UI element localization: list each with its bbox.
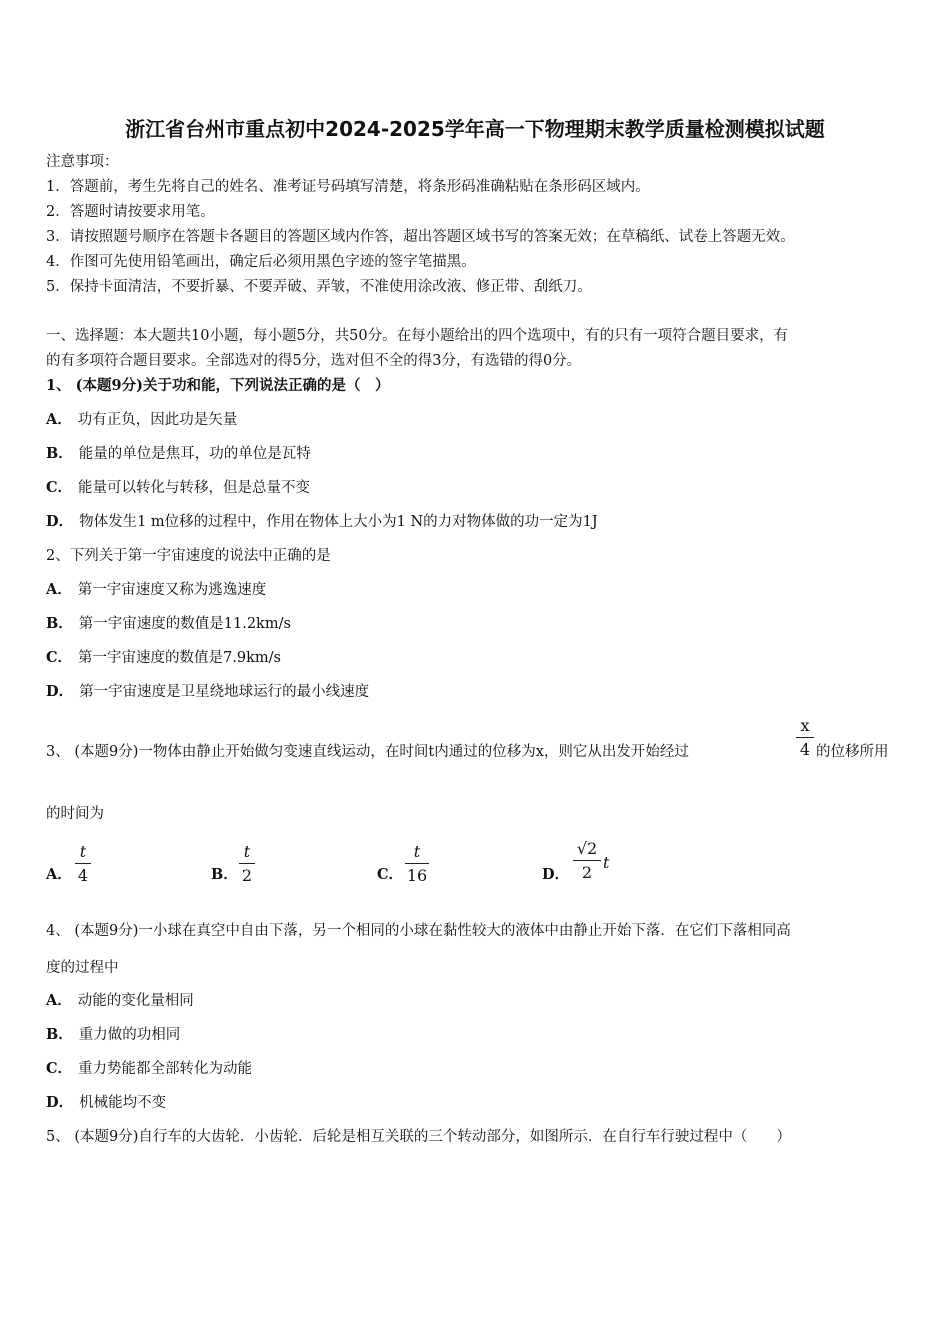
q3-option-d-suffix: t (603, 853, 610, 872)
fraction-den: 2 (581, 863, 593, 882)
q4-option-d (46, 1094, 166, 1112)
question-4-stem: 4、 (本题9分)一小球在真空中自由下落，另一个相同的小球在黏性较大的液体中由静止开始下落．在它们下落相同高 (46, 923, 791, 939)
option-letter: C． (46, 649, 73, 666)
option-text: 机械能均不变 (79, 1095, 167, 1111)
q2-option-b (46, 615, 291, 633)
fraction-num: t (243, 842, 251, 861)
option-text: 第一宇宙速度的数值是7.9km/s (78, 650, 281, 666)
q4-option-a (46, 992, 194, 1010)
q1-option-d (46, 513, 598, 531)
q2-option-a (46, 581, 266, 599)
section-intro-line-1: 一、选择题：本大题共10小题，每小题5分，共50分。在每小题给出的四个选项中，有的只有一项符合题目要求，有 (46, 328, 789, 344)
q2-option-c (46, 649, 281, 667)
q1-option-a (46, 411, 237, 429)
option-text: 第一宇宙速度的数值是11.2km/s (78, 616, 291, 632)
notice-item-2: 2．答题时请按要求用笔。 (46, 204, 215, 220)
notice-item-5: 5．保持卡面清洁，不要折暴、不要弄破、弄皱，不准使用涂改液、修正带、刮纸刀。 (46, 279, 592, 295)
question-3-stem-line-2: 的时间为 (46, 806, 104, 822)
question-1-stem: 1、 (本题9分)关于功和能，下列说法正确的是（ ） (46, 377, 390, 394)
option-text: 重力势能都全部转化为动能 (78, 1061, 253, 1077)
fraction-bar (405, 863, 429, 864)
q1-option-c (46, 479, 310, 497)
q4-option-c (46, 1060, 252, 1078)
option-text: 物体发生1 m位移的过程中，作用在物体上大小为1 N的力对物体做的功一定为1J (79, 514, 598, 530)
option-letter: B． (46, 1026, 73, 1043)
section-intro-line-2: 的有多项符合题目要求。全部选对的得5分，选对但不全的得3分，有选错的得0分。 (46, 353, 582, 369)
notice-item-3: 3．请按照题号顺序在答题卡各题目的答题区域内作答，超出答题区域书写的答案无效；在草稿纸、试卷上答题无效。 (46, 229, 795, 245)
option-text: 能量的单位是焦耳，功的单位是瓦特 (78, 446, 311, 462)
option-letter: D． (46, 683, 74, 700)
q3-option-a-fraction (75, 843, 91, 885)
q3-option-c-label: C． (377, 866, 404, 883)
q3-option-c-fraction (405, 843, 429, 885)
notice-heading: 注意事项： (46, 154, 119, 170)
option-text: 动能的变化量相同 (77, 993, 194, 1009)
option-letter: D． (46, 513, 74, 530)
fraction-den: 2 (241, 866, 253, 885)
question-5-stem: 5、 (本题9分)自行车的大齿轮．小齿轮．后轮是相互关联的三个转动部分，如图所示．在自行车行驶过程中（ ） (46, 1129, 791, 1145)
option-letter: A． (46, 581, 72, 598)
q3-option-d-label: D． (542, 866, 570, 883)
fraction-bar (239, 863, 255, 864)
q1-option-b (46, 445, 311, 463)
option-text: 重力做的功相同 (78, 1027, 181, 1043)
option-letter: A． (46, 411, 72, 428)
option-letter: C． (46, 1060, 73, 1077)
option-letter: C． (46, 479, 73, 496)
q3-option-d-fraction (573, 840, 601, 882)
notice-item-4: 4．作图可先使用铅笔画出，确定后必须用黑色字迹的签字笔描黑。 (46, 254, 476, 270)
question-3-stem: 3、 (本题9分)一物体由静止开始做匀变速直线运动，在时间t内通过的位移为x，则它从出发开始经过 (46, 744, 689, 760)
question-3-stem-tail: 的位移所用 (816, 744, 889, 760)
option-letter: B． (46, 615, 73, 632)
fraction-num: √2 (576, 839, 598, 858)
page-title: 浙江省台州市重点初中2024-2025学年高一下物理期末教学质量检测模拟试题 (125, 117, 825, 141)
fraction-num: t (413, 842, 421, 861)
option-letter: D． (46, 1094, 74, 1111)
option-text: 功有正负，因此功是矢量 (77, 412, 238, 428)
q2-option-d (46, 683, 369, 701)
option-text: 第一宇宙速度又称为逃逸速度 (77, 582, 267, 598)
fraction-bar (75, 863, 91, 864)
q3-option-b-fraction (239, 843, 255, 885)
q3-stem-fraction (796, 717, 814, 759)
fraction-den: 4 (77, 866, 89, 885)
fraction-bar (796, 737, 814, 738)
fraction-den: 16 (406, 866, 428, 885)
question-4-stem-line-2: 度的过程中 (46, 960, 119, 976)
fraction-num: t (79, 842, 87, 861)
q3-stem-fraction-den: 4 (799, 740, 811, 759)
option-letter: B． (46, 445, 73, 462)
q3-stem-fraction-num: x (800, 716, 810, 735)
option-text: 第一宇宙速度是卫星绕地球运行的最小线速度 (79, 684, 370, 700)
fraction-bar (573, 860, 601, 861)
question-2-stem: 2、下列关于第一宇宙速度的说法中正确的是 (46, 548, 331, 564)
q3-option-b-label: B． (211, 866, 238, 883)
option-letter: A． (46, 992, 72, 1009)
q4-option-b (46, 1026, 180, 1044)
option-text: 能量可以转化与转移，但是总量不变 (78, 480, 311, 496)
notice-item-1: 1．答题前，考生先将自己的姓名、准考证号码填写清楚，将条形码准确粘贴在条形码区域内。 (46, 179, 650, 195)
q3-option-a-label: A． (46, 866, 72, 883)
